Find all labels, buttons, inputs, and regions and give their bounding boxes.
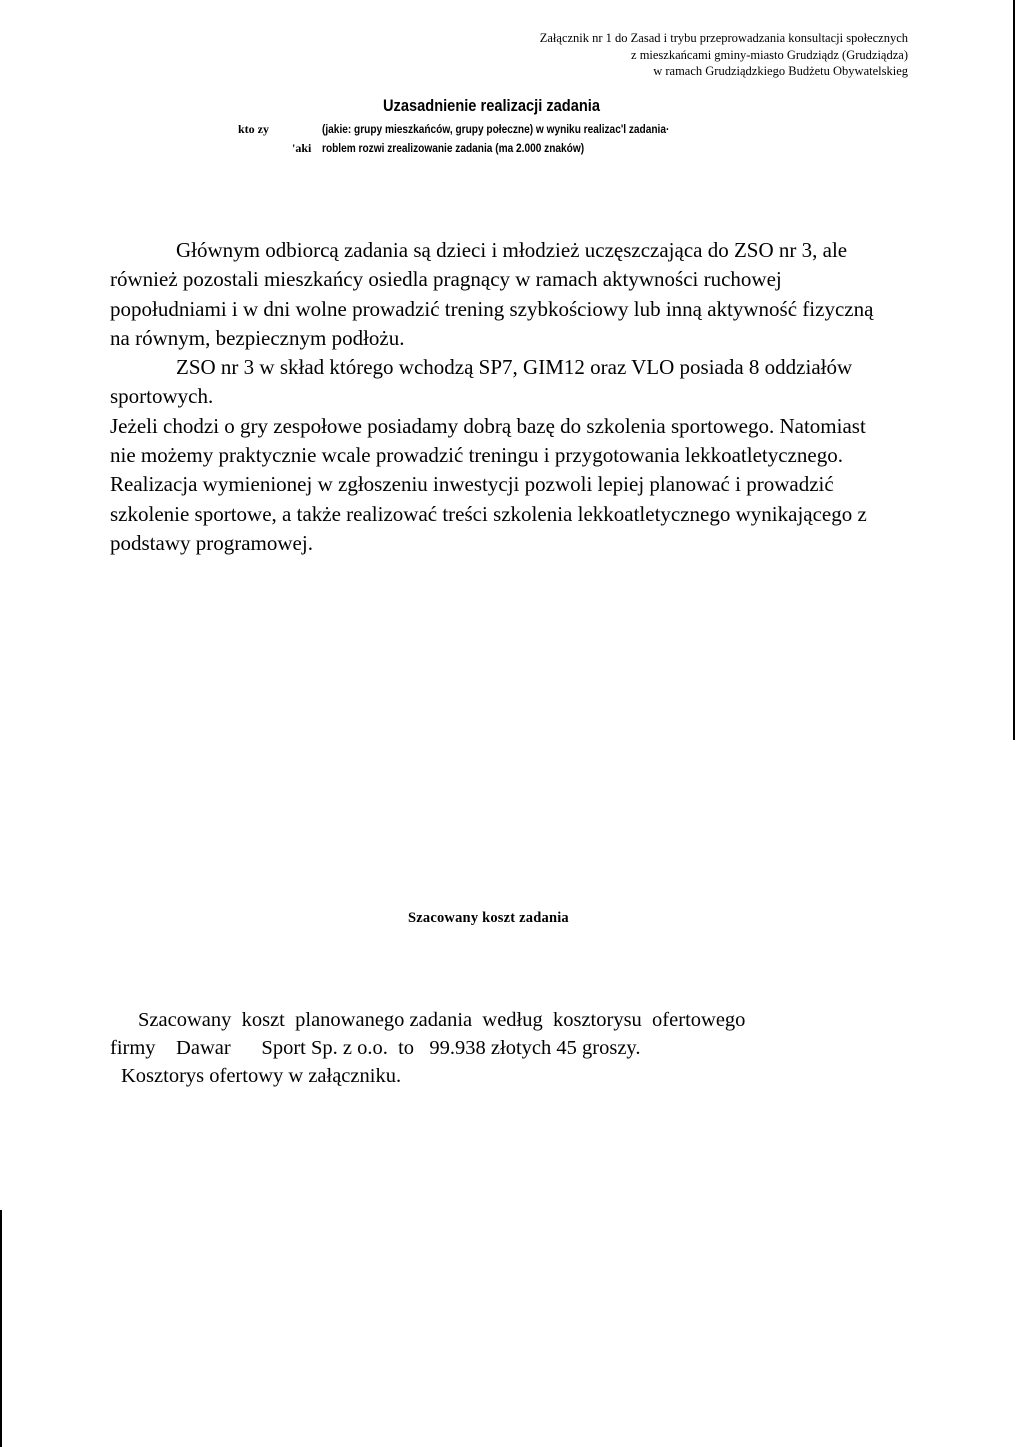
table-border-right — [1013, 0, 1015, 740]
table-border-left — [0, 1210, 2, 1447]
left-label-1: kto zy — [238, 122, 269, 136]
cost-line-2: firmy Dawar Sport Sp. z o.o. to 99.938 złotych 45 groszy. — [110, 1037, 641, 1059]
section-hint-line-1: (jakie: grupy mieszkańców, grupy połeczne) w wyniku realizac'l zadania· — [322, 124, 670, 136]
left-label-2: 'aki — [292, 141, 312, 155]
attachment-note — [540, 30, 908, 80]
cost-line-3: Kosztorys ofertowy w załączniku. — [121, 1065, 402, 1087]
justification-text — [110, 236, 890, 558]
section-title: Uzasadnienie realizacji zadania — [383, 96, 600, 115]
justification-paragraph-3: Jeżeli chodzi o gry zespołowe posiadamy dobrą bazę do szkolenia sportowego. Natomiast nie możemy praktycznie wcale prowadzić treningu i przygotowania lekkoatletycznego. Realizacja wymienionej w zgłoszeniu inwestycji pozwoli lepiej planować i prowadzić szkolenie sportowe, a także realizować treści szkolenia lekkoatletycznego wynikającego z podstawy programowej. — [110, 413, 867, 555]
attachment-note-line-3: w ramach Grudziądzkiego Budżetu Obywatelskieg — [653, 64, 908, 78]
cost-line-1: Szacowany koszt planowanego zadania według kosztorysu ofertowego — [138, 1009, 746, 1031]
section-hint-line-2: roblem rozwi zrealizowanie zadania (ma 2.000 znaków) — [322, 143, 585, 155]
cost-text — [110, 1006, 890, 1090]
justification-paragraph-2: ZSO nr 3 w skład którego wchodzą SP7, GIM12 oraz VLO posiada 8 oddziałów sportowych. — [110, 355, 853, 409]
attachment-note-line-2: z mieszkańcami gminy-miasto Grudziądz (Grudziądza) — [631, 47, 908, 62]
cost-section-title: Szacowany koszt zadania — [408, 910, 569, 926]
attachment-note-line-1: Załącznik nr 1 do Zasad i trybu przeprowadzania konsultacji społecznych — [539, 31, 908, 45]
justification-paragraph-1: Głównym odbiorcą zadania są dzieci i młodzież uczęszczająca do ZSO nr 3, ale również pozostali mieszkańcy osiedla pragnący w ramach aktywności ruchowej popołudniami i w dni wolne prowadzić trening szybkościowy lub inną aktywność fizyczną na równym, bezpiecznym podłożu. — [110, 238, 874, 350]
